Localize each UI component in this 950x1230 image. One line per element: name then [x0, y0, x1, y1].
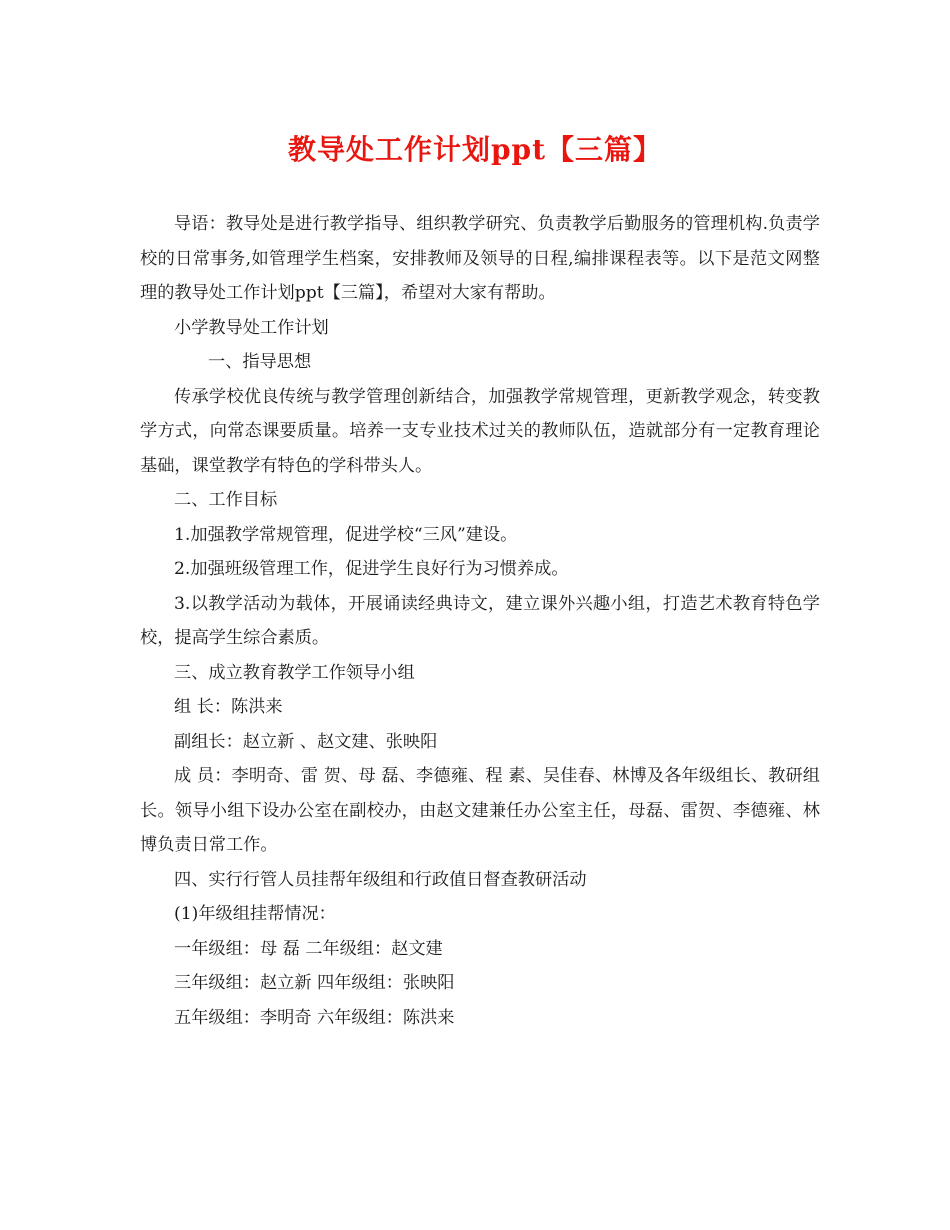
- members-paragraph: 成 员：李明奇、雷 贺、母 磊、李德雍、程 素、吴佳春、林博及各年级组长、教研组长。领导小组下设办公室在副校办，由赵文建兼任办公室主任，母磊、雷贺、李德雍、林博负责日常工作。: [140, 766, 820, 855]
- grade-assignment-row: 三年级组：赵立新 四年级组：张映阳: [174, 973, 455, 993]
- section-heading-plan: 小学教导处工作计划: [174, 317, 329, 338]
- document-title: 教导处工作计划ppt【三篇】: [287, 133, 663, 166]
- goal-item-2: 2.加强班级管理工作，促进学生良好行为习惯养成。: [174, 559, 569, 579]
- goal-item-1: 1.加强教学常规管理，促进学校“三风”建设。: [174, 524, 518, 545]
- goal-item-3: 3.以教学活动为载体，开展诵读经典诗文，建立课外兴趣小组，打造艺术教育特色学校，提高学生综合素质。: [140, 593, 820, 648]
- intro-paragraph: 导语：教导处是进行教学指导、组织教学研究、负责教学后勤服务的管理机构.负责学校的日常事务,如管理学生档案，安排教师及领导的日程,编排课程表等。以下是范文网整理的教导处工作计划ppt【三篇】，希望对大家有帮助。: [140, 214, 820, 303]
- document-body: [140, 207, 820, 1035]
- paragraph-guiding-ideology: 传承学校优良传统与教学管理创新结合，加强教学常规管理，更新教学观念，转变教学方式，向常态课要质量。培养一支专业技术过关的教师队伍，造就部分有一定教育理论基础，课堂教学有特色的学科带头人。: [140, 386, 820, 476]
- group-leader-line: 组 长：陈洪来: [174, 697, 283, 717]
- grade-assignment-row: 五年级组：李明奇 六年级组：陈洪来: [174, 1007, 455, 1028]
- heading-supervision: 四、实行行管人员挂帮年级组和行政值日督查教研活动: [174, 869, 587, 890]
- deputy-leader-line: 副组长：赵立新 、赵文建、张映阳: [174, 731, 438, 752]
- heading-leadership-group: 三、成立教育教学工作领导小组: [174, 662, 415, 683]
- grade-assignment-row: 一年级组：母 磊 二年级组：赵文建: [174, 938, 443, 959]
- heading-work-goals: 二、工作目标: [174, 490, 278, 510]
- heading-guiding-ideology: 一、指导思想: [208, 352, 312, 372]
- grade-assignment-heading: (1)年级组挂帮情况：: [174, 904, 336, 924]
